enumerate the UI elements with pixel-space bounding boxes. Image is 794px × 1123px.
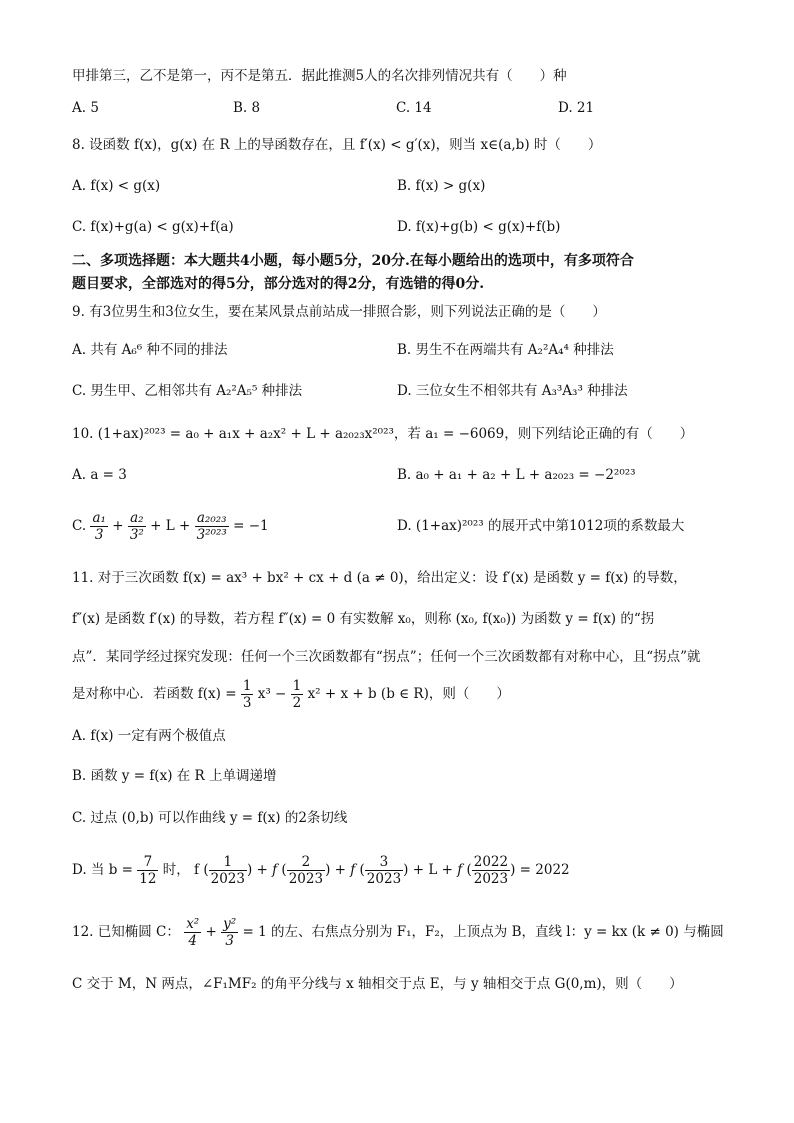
- q12-frac-y2-3: [221, 916, 238, 949]
- q7-option-c: C. 14: [396, 100, 432, 116]
- q10-option-d: D. (1+ax)²⁰²³ 的展开式中第1012项的系数最大: [397, 518, 685, 534]
- q11-option-c: C. 过点 (0,b) 可以作曲线 y = f(x) 的2条切线: [72, 810, 348, 826]
- q12-frac2-den: 3: [225, 933, 234, 949]
- q11-d-b-num: 7: [137, 854, 158, 871]
- q8-option-b: B. f(x) > g(x): [397, 178, 486, 194]
- q9-option-c: C. 男生甲、乙相邻共有 A₂²A₅⁵ 种排法: [72, 383, 303, 399]
- q11-d-frac3-num: 3: [365, 854, 403, 871]
- q7-option-d: D. 21: [558, 100, 595, 116]
- q11-d-b-den: 12: [139, 871, 157, 887]
- q10-c-frac3: [195, 510, 229, 543]
- q10-c-tail: = −1: [233, 518, 269, 534]
- q10-c-mid: + L +: [150, 518, 191, 534]
- q11-frac1-den: 3: [242, 695, 252, 711]
- q11-d-mid: 时， f: [162, 862, 200, 878]
- q11-frac1-num: 1: [242, 678, 252, 694]
- q12-line1-pre: 12. 已知椭圆 C：: [72, 924, 180, 940]
- q10-option-a: A. a = 3: [72, 467, 127, 483]
- q11-option-d: D. 当 b = $\frac{7}{12}$ 时， f ( $\frac{1}{2023}$ ) + f ( $\frac{2}{2023}$ ) + f ( $\frac{3}{2023}$ ) + L + f ( $\frac{2022}{2023}$ ) = 2022: [72, 854, 570, 887]
- q12-frac-x2-4: [184, 916, 201, 949]
- q10-c-frac2-num: a₂: [128, 510, 146, 527]
- q7-option-a: A. 5: [72, 100, 99, 116]
- q12-line1-post: = 1 的左、右焦点分别为 F₁，F₂，上顶点为 B，直线 l：y = kx (k ≠ 0) 与椭圆: [242, 924, 724, 940]
- q8-option-d: D. f(x)+g(b) < g(x)+f(b): [397, 219, 561, 235]
- q10-c-frac2: [128, 510, 146, 543]
- q11-d-frac3: [365, 854, 403, 887]
- q10-stem: 10. (1+ax)²⁰²³ = a₀ + a₁x + a₂x² + L + a₂₀₂₃x²⁰²³，若 a₁ = −6069，则下列结论正确的有（ ）: [72, 426, 694, 442]
- q11-d-label: D. 当 b =: [72, 862, 133, 878]
- q9-option-b: B. 男生不在两端共有 A₂²A₄⁴ 种排法: [397, 342, 614, 358]
- q11-d-frac1-den: 2023: [210, 871, 245, 887]
- q11-stem-line3: 点”．某同学经过探究发现：任何一个三次函数都有“拐点”；任何一个三次函数都有对称中心，且“拐点”就: [72, 649, 701, 665]
- q7-stem-tail: 甲排第三，乙不是第一，丙不是第五．据此推测5人的名次排列情况共有（ ）种: [72, 68, 567, 84]
- q11-frac2-den: 2: [292, 695, 302, 711]
- section2-heading-line2: 题目要求，全部选对的得5分，部分选对的得2分，有选错的得0分.: [72, 276, 485, 292]
- q11-option-a: A. f(x) 一定有两个极值点: [72, 728, 226, 744]
- q12-frac1-num: x²: [186, 916, 200, 932]
- q11-d-frac3-den: 2023: [366, 871, 402, 887]
- q11-line4-mid: x³ −: [257, 686, 287, 702]
- q11-d-b-frac: [137, 854, 158, 887]
- q10-c-frac2-den: 3²: [129, 527, 144, 543]
- q11-d-frac4-num: 2022: [473, 854, 509, 870]
- q11-stem-line1: 11. 对于三次函数 f(x) = ax³ + bx² + cx + d (a ≠ 0)，给出定义：设 f′(x) 是函数 y = f(x) 的导数，: [72, 570, 687, 586]
- q10-c-frac1: [90, 510, 107, 543]
- q11-d-frac1: [209, 854, 247, 887]
- q8-option-c: C. f(x)+g(a) < g(x)+f(a): [72, 219, 234, 235]
- q8-option-a: A. f(x) < g(x): [72, 178, 161, 194]
- q12-frac1-den: 4: [188, 933, 197, 949]
- q9-option-d: D. 三位女生不相邻共有 A₃³A₃³ 种排法: [397, 383, 628, 399]
- q10-c-frac3-den: 3²⁰²³: [196, 527, 227, 543]
- q11-frac-one-third: [241, 678, 254, 711]
- q10-option-b: B. a₀ + a₁ + a₂ + L + a₂₀₂₃ = −2²⁰²³: [397, 467, 636, 483]
- q11-d-frac4: [472, 854, 510, 887]
- q8-stem: 8. 设函数 f(x)，g(x) 在 R 上的导函数存在，且 f′(x) < g′(x)，则当 x∈(a,b) 时（ ）: [72, 137, 602, 153]
- q7-option-b: B. 8: [233, 100, 261, 116]
- q11-d-frac2-num: 2: [287, 854, 325, 871]
- q11-d-frac2-den: 2023: [288, 871, 324, 887]
- q12-stem-line2: C 交于 M，N 两点，∠F₁MF₂ 的角平分线与 x 轴相交于点 E，与 y 轴相交于点 G(0,m)，则（ ）: [72, 976, 683, 992]
- section2-heading-line1: 二、多项选择题：本大题共4小题，每小题5分，20分.在每小题给出的选项中，有多项符合: [72, 253, 634, 269]
- q12-frac2-num: y²: [223, 916, 237, 932]
- q11-stem-line4: [72, 676, 510, 712]
- q9-option-a: A. 共有 A₆⁶ 种不同的排法: [72, 342, 228, 358]
- q10-c-frac3-num: a₂₀₂₃: [195, 510, 229, 527]
- q10-option-c-label: C.: [72, 518, 87, 534]
- q11-frac2-num: 1: [292, 678, 302, 694]
- q9-stem: 9. 有3位男生和3位女生，要在某风景点前站成一排照合影，则下列说法正确的是（ ）: [72, 304, 606, 320]
- q11-d-frac4-den: 2023: [473, 871, 509, 887]
- q10-c-frac1-num: a₁: [92, 510, 106, 526]
- q10-option-c: C. $\frac{\text{a₁}}{3}$ + $\frac{\text{a₂}}{\text{3²}}$ + L + $\frac{\text{a₂₀₂₃}}{\text{3²⁰²³}}$ = −1: [72, 510, 269, 543]
- q11-line4-pre: 是对称中心．若函数 f(x) =: [72, 686, 237, 702]
- q11-option-b: B. 函数 y = f(x) 在 R 上单调递增: [72, 768, 277, 784]
- q11-d-frac2: [287, 854, 325, 887]
- q11-frac-one-half: [291, 678, 304, 711]
- q10-c-frac1-den: 3: [94, 527, 104, 543]
- q11-stem-line2: f″(x) 是函数 f′(x) 的导数，若方程 f″(x) = 0 有实数解 x₀，则称 (x₀, f(x₀)) 为函数 y = f(x) 的“拐: [72, 611, 655, 627]
- q11-d-tail: = 2022: [519, 862, 570, 878]
- q11-line4-post: x² + x + b (b ∈ R)，则（ ）: [307, 686, 510, 702]
- q12-stem-line1: 12. 已知椭圆 C： $\frac{\text{x²}}{4}$ + $\frac{\text{y²}}{3}$ = 1 的左、右焦点分别为 F₁，F₂，上顶点为 B，直线 l：y = kx (k ≠ 0) 与椭圆: [72, 916, 724, 949]
- q11-d-frac1-num: 1: [209, 854, 247, 871]
